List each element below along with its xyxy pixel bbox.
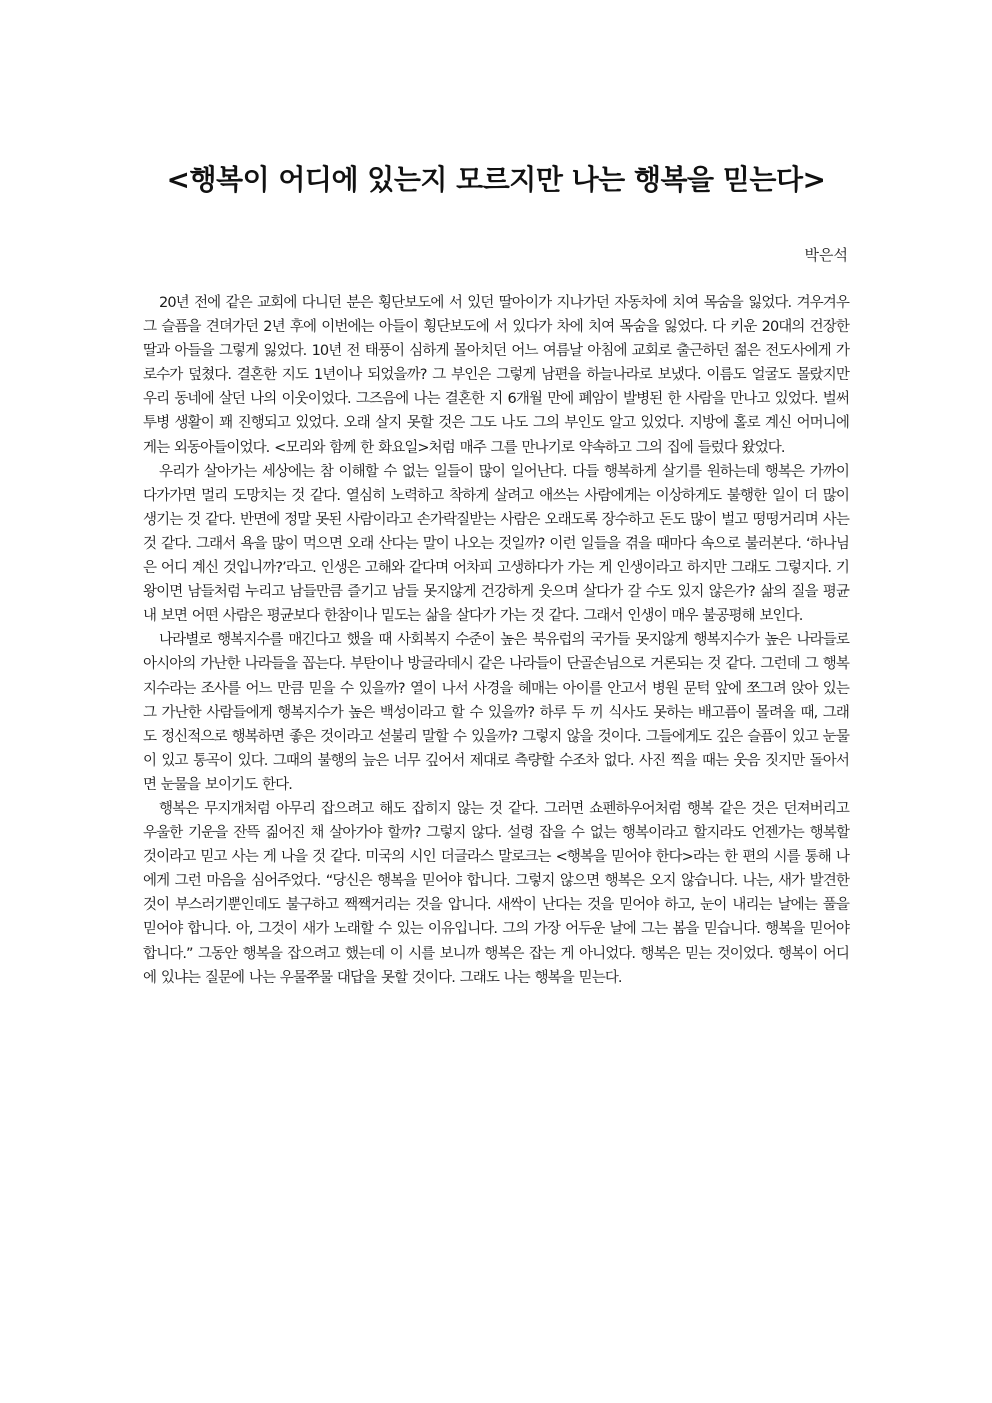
paragraph-2: 우리가 살아가는 세상에는 참 이해할 수 없는 일들이 많이 일어난다. 다들 행복하게 살기를 원하는데 행복은 가까이 다가가면 멀리 도망치는 것 같다. 열심히 노력하고 착하게 살려고 애쓰는 사람에게는 이상하게도 불행한 일이 더 많이 생기는 것 같다. 반면에 정말 못된 사람이라고 손가락질받는 사람은 오래도록 장수하고 돈도 많이 벌고 떵떵거리며 사는 것 같다. 그래서 욕을 많이 먹으면 오래 산다는 말이 나오는 것일까? 이런 일들을 겪을 때마다 속으로 불러본다. ‘하나님은 어디 계신 것입니까?’라고. 인생은 고해와 같다며 어차피 고생하다가 가는 게 인생이라고 하지만 그래도 그렇지다. 기왕이면 남들처럼 누리고 남들만큼 즐기고 남들 못지않게 건강하게 웃으며 살다가 갈 수도 있지 않은가? 삶의 질을 평균 내 보면 어떤 사람은 평균보다 한참이나 밑도는 삶을 살다가 가는 것 같다. 그래서 인생이 매우 불공평해 보인다.	[143, 463, 849, 625]
paragraph-3: 나라별로 행복지수를 매긴다고 했을 때 사회복지 수준이 높은 북유럽의 국가들 못지않게 행복지수가 높은 나라들로 아시아의 가난한 나라들을 꼽는다. 부탄이나 방글라데시 같은 나라들이 단골손님으로 거론되는 것 같다. 그런데 그 행복지수라는 조사를 어느 만큼 믿을 수 있을까? 열이 나서 사경을 헤매는 아이를 안고서 병원 문턱 앞에 쪼그려 앉아 있는 그 가난한 사람들에게 행복지수가 높은 백성이라고 할 수 있을까? 하루 두 끼 식사도 못하는 배고픔이 몰려올 때, 그래도 정신적으로 행복하면 좋은 것이라고 섣불리 말할 수 있을까? 그렇지 않을 것이다. 그들에게도 깊은 슬픔이 있고 눈물이 있고 통곡이 있다. 그때의 불행의 늪은 너무 깊어서 제대로 측량할 수조차 없다. 사진 찍을 때는 웃음 짓지만 돌아서면 눈물을 보이기도 한다.	[143, 632, 849, 793]
paragraph-1: 20년 전에 같은 교회에 다니던 분은 횡단보도에 서 있던 딸아이가 지나가던 자동차에 치여 목숨을 잃었다. 겨우겨우 그 슬픔을 견뎌가던 2년 후에 이번에는 아들이 횡단보도에 서 있다가 차에 치여 목숨을 잃었다. 다 키운 20대의 건장한 딸과 아들을 그렇게 잃었다. 10년 전 태풍이 심하게 몰아치던 어느 여름날 아침에 교회로 출근하던 젊은 전도사에게 가로수가 덮쳤다. 결혼한 지도 1년이나 되었을까? 그 부인은 그렇게 남편을 하늘나라로 보냈다. 이름도 얼굴도 몰랐지만 우리 동네에 살던 나의 이웃이었다. 그즈음에 나는 결혼한 지 6개월 만에 폐암이 발병된 한 사람을 만나고 있었다. 벌써 투병 생활이 꽤 진행되고 있었다. 오래 살지 못할 것은 그도 나도 그의 부인도 알고 있었다. 지방에 홀로 계신 어머니에게는 외동아들이었다. <모리와 함께 한 화요일>처럼 매주 그를 만나기로 약속하고 그의 집에 들렀다 왔었다.	[143, 295, 849, 456]
author-name: 박은석	[804, 246, 848, 264]
document-body	[143, 291, 849, 990]
paragraph-4: 행복은 무지개처럼 아무리 잡으려고 해도 잡히지 않는 것 같다. 그러면 쇼펜하우어처럼 행복 같은 것은 던져버리고 우울한 기운을 잔뜩 짊어진 채 살아가야 할까? 그렇지 않다. 설령 잡을 수 없는 행복이라고 할지라도 언젠가는 행복할 것이라고 믿고 사는 게 나을 것 같다. 미국의 시인 더글라스 말로크는 <행복을 믿어야 한다>라는 한 편의 시를 통해 나에게 그런 마음을 심어주었다. “당신은 행복을 믿어야 합니다. 그렇지 않으면 행복은 오지 않습니다. 나는, 새가 발견한 것이 부스러기뿐인데도 불구하고 짹짹거리는 것을 압니다. 새싹이 난다는 것을 믿어야 하고, 눈이 내리는 날에는 풀을 믿어야 합니다. 아, 그것이 새가 노래할 수 있는 이유입니다. 그의 가장 어두운 날에 그는 봄을 믿습니다. 행복을 믿어야 합니다.” 그동안 행복을 잡으려고 했는데 이 시를 보니까 행복은 잡는 게 아니었다. 행복은 믿는 것이었다. 행복이 어디에 있냐는 질문에 나는 우물쭈물 대답을 못할 것이다. 그래도 나는 행복을 믿는다.	[143, 800, 849, 986]
document-title: <행복이 어디에 있는지 모르지만 나는 행복을 믿는다>	[166, 163, 826, 196]
